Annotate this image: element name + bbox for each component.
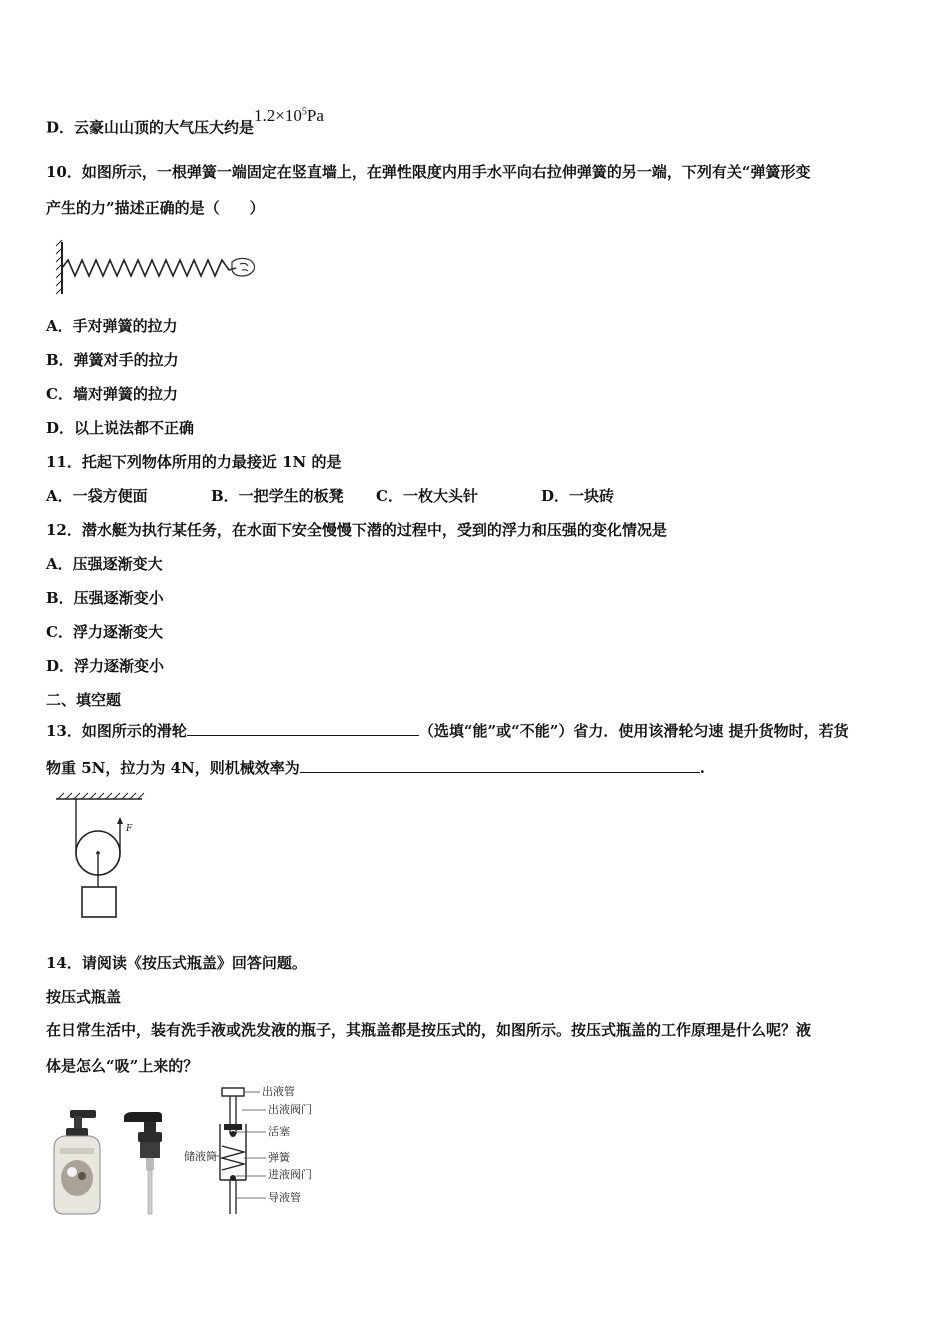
- q11-stem: 11．托起下列物体所用的力最接近 1N 的是: [46, 453, 342, 471]
- spring-figure: [56, 240, 261, 296]
- q9-option-d: [46, 105, 324, 138]
- q12-stem: 12．潜水艇为执行某任务，在水面下安全慢慢下潜的过程中，受到的浮力和压强的变化情况是: [46, 521, 667, 539]
- q9-option-d-value: $1.2\times 10^5Pa$: [254, 105, 324, 125]
- q13-blank-2[interactable]: [300, 758, 700, 773]
- q14-para-line1: 在日常生活中，装有洗手液或洗发液的瓶子，其瓶盖都是按压式的，如图所示。按压式瓶盖的工作原理是什么呢？液: [46, 1021, 812, 1039]
- label-outlet-valve: 出液阀门: [268, 1103, 312, 1116]
- section-title: 二、填空题: [46, 691, 122, 709]
- q14-para-line2: 体是怎么“吸”上来的？: [46, 1057, 199, 1075]
- force-label: F: [126, 824, 133, 834]
- q12-option-c: C．浮力逐渐变大: [46, 623, 163, 641]
- q12-option-d: D．浮力逐渐变小: [46, 657, 165, 675]
- q13-line2: 物重 5N，拉力为 4N，则机械效率为 .: [46, 759, 705, 777]
- q10-option-c: C．墙对弹簧的拉力: [46, 385, 178, 403]
- label-storage: 储液筒: [184, 1150, 217, 1163]
- q11-option-d: D．一块砖: [541, 487, 615, 505]
- piston-ball: [230, 1131, 236, 1137]
- pulley-figure: [56, 793, 146, 921]
- q10-option-d: D．以上说法都不正确: [46, 419, 195, 437]
- label-guide-pipe: 导液管: [268, 1191, 301, 1204]
- force-arrow: [117, 817, 123, 824]
- outlet-valve-shape: [224, 1124, 242, 1130]
- pump-head-image: [122, 1110, 182, 1216]
- q14-stem: 14．请阅读《按压式瓶盖》回答问题。: [46, 954, 307, 972]
- q11-option-b: B．一把学生的板凳: [211, 487, 344, 505]
- label-outlet-pipe: 出液管: [262, 1085, 295, 1098]
- q10-option-a: A．手对弹簧的拉力: [46, 317, 178, 335]
- q13-blank-1[interactable]: [187, 721, 419, 736]
- q13-line1: 13．如图所示的滑轮 （选填“能”或“不能”）省力．使用该滑轮匀速 提升货物时，若货: [46, 722, 849, 740]
- q10-stem-line2: 产生的力”描述正确的是（ ）: [46, 199, 265, 217]
- weight-block: [82, 887, 116, 917]
- q9-option-d-text: D．云豪山山顶的大气压大约是: [46, 118, 255, 137]
- outlet-pipe-shape: [222, 1088, 244, 1096]
- ceiling-hatch: [58, 793, 144, 799]
- pump-diagram: [180, 1084, 330, 1216]
- q14-title: 按压式瓶盖: [46, 988, 122, 1006]
- q10-option-b: B．弹簧对手的拉力: [46, 351, 179, 369]
- q11-option-a: A．一袋方便面: [46, 487, 148, 505]
- pump-bottle-image: [48, 1108, 106, 1216]
- label-inlet-valve: 进液阀门: [268, 1168, 312, 1181]
- label-piston: 活塞: [268, 1125, 290, 1138]
- q12-option-a: A．压强逐渐变大: [46, 555, 163, 573]
- hand-icon: [232, 258, 255, 276]
- q12-option-b: B．压强逐渐变小: [46, 589, 164, 607]
- spring-coil: [62, 260, 236, 276]
- q10-stem-line1: 10．如图所示，一根弹簧一端固定在竖直墙上，在弹性限度内用手水平向右拉伸弹簧的另一端，下列有关“弹簧形变: [46, 163, 811, 181]
- label-spring: 弹簧: [268, 1151, 290, 1164]
- q11-option-c: C．一枚大头针: [376, 487, 478, 505]
- spring-shape: [222, 1146, 244, 1170]
